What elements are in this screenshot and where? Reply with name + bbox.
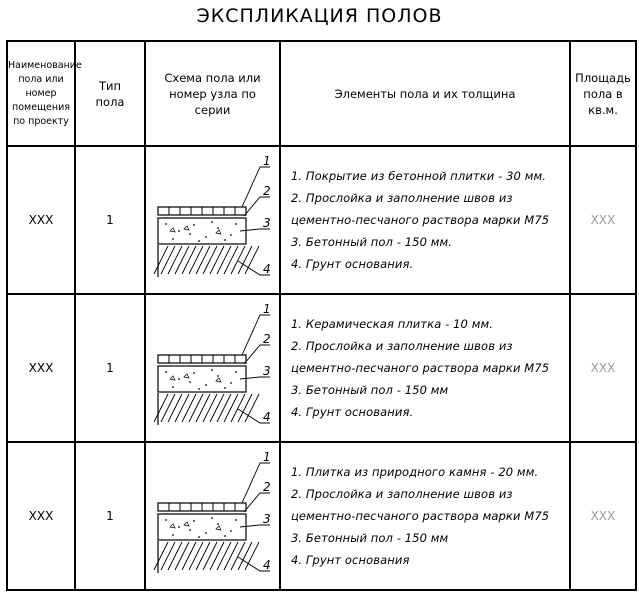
cell-type: 1 bbox=[75, 442, 145, 590]
layer-number: 3 bbox=[263, 512, 271, 526]
layer-number: 4 bbox=[263, 410, 271, 424]
cell-area: XXX bbox=[570, 442, 636, 590]
soil-hatch bbox=[168, 542, 182, 570]
aggregate-stone bbox=[170, 228, 175, 232]
header-scheme-line: серии bbox=[194, 102, 231, 117]
soil-hatch bbox=[231, 394, 245, 422]
aggregate-dot bbox=[230, 234, 232, 236]
aggregate-dot bbox=[198, 388, 200, 390]
cell-room: XXX bbox=[7, 146, 75, 294]
element-line: 3. Бетонный пол - 150 мм. bbox=[291, 235, 453, 249]
aggregate-dot bbox=[172, 386, 174, 388]
cell-room: XXX bbox=[7, 294, 75, 442]
element-line: 2. Прослойка и заполнение швов из bbox=[291, 339, 513, 353]
soil-hatch bbox=[224, 394, 238, 422]
cell-elements bbox=[280, 146, 570, 294]
header-scheme bbox=[145, 41, 280, 146]
layer-number: 1 bbox=[263, 302, 271, 316]
soil-hatch bbox=[210, 542, 224, 570]
floor-section-diagram bbox=[146, 297, 277, 439]
soil-hatch bbox=[196, 394, 210, 422]
page-title: ЭКСПЛИКАЦИЯ ПОЛОВ bbox=[196, 5, 443, 27]
aggregate-dot bbox=[217, 227, 219, 229]
aggregate-stone bbox=[184, 226, 189, 230]
soil-hatch bbox=[203, 246, 217, 274]
aggregate-stone bbox=[216, 230, 221, 234]
aggregate-dot bbox=[235, 519, 237, 521]
soil-hatch bbox=[196, 542, 210, 570]
floor-section-diagram bbox=[146, 149, 277, 291]
aggregate-dot bbox=[230, 530, 232, 532]
soil-hatch bbox=[161, 542, 175, 570]
aggregate-dot bbox=[193, 372, 195, 374]
aggregate-dot bbox=[224, 535, 226, 537]
aggregate-dot bbox=[217, 523, 219, 525]
element-line: цементно-песчаного раствора марки М75 bbox=[291, 361, 550, 375]
soil-hatch bbox=[217, 246, 231, 274]
element-line: 4. Грунт основания. bbox=[291, 405, 414, 419]
soil-hatch bbox=[238, 394, 252, 422]
soil-hatch bbox=[217, 394, 231, 422]
soil-hatch bbox=[154, 542, 168, 570]
aggregate-dot bbox=[178, 526, 180, 528]
soil-hatch bbox=[238, 542, 252, 570]
element-line: 1. Плитка из природного камня - 20 мм. bbox=[291, 465, 539, 479]
header-elements: Элементы пола и их толщина bbox=[280, 41, 570, 146]
aggregate-dot bbox=[189, 381, 191, 383]
aggregate-dot bbox=[198, 536, 200, 538]
header-area-line: кв.м. bbox=[588, 102, 618, 117]
aggregate-dot bbox=[211, 369, 213, 371]
leader-line bbox=[244, 197, 270, 216]
soil-hatch bbox=[168, 394, 182, 422]
aggregate-dot bbox=[235, 223, 237, 225]
cell-area: XXX bbox=[570, 294, 636, 442]
header-scheme-line: номер узла по bbox=[169, 86, 256, 101]
aggregate-dot bbox=[211, 517, 213, 519]
layer-number: 3 bbox=[263, 216, 271, 230]
soil-hatch bbox=[182, 394, 196, 422]
cell-room: XXX bbox=[7, 442, 75, 590]
aggregate-dot bbox=[205, 236, 207, 238]
aggregate-dot bbox=[230, 382, 232, 384]
header-room bbox=[7, 41, 82, 146]
header-area bbox=[570, 41, 636, 146]
element-line: 3. Бетонный пол - 150 мм bbox=[291, 383, 449, 397]
floor-explication-table bbox=[6, 40, 637, 591]
cell-elements bbox=[280, 442, 570, 590]
soil-hatch bbox=[196, 246, 210, 274]
cell-elements bbox=[280, 294, 570, 442]
soil-hatch bbox=[231, 246, 245, 274]
soil-hatch bbox=[210, 394, 224, 422]
soil-hatch bbox=[154, 394, 168, 422]
aggregate-dot bbox=[217, 375, 219, 377]
aggregate-dot bbox=[165, 371, 167, 373]
soil-hatch bbox=[203, 394, 217, 422]
soil-hatch bbox=[189, 246, 203, 274]
table-row bbox=[7, 294, 636, 442]
soil-hatch bbox=[161, 394, 175, 422]
header-room-line: по проекту bbox=[13, 115, 69, 127]
layer-number: 2 bbox=[263, 184, 271, 198]
soil-hatch bbox=[168, 246, 182, 274]
cell-area: XXX bbox=[570, 146, 636, 294]
aggregate-stone bbox=[184, 374, 189, 378]
header-row bbox=[7, 41, 636, 146]
aggregate-dot bbox=[165, 223, 167, 225]
soil-hatch bbox=[154, 246, 168, 274]
aggregate-stone bbox=[216, 378, 221, 382]
aggregate-stone bbox=[216, 526, 221, 530]
aggregate-stone bbox=[184, 522, 189, 526]
cell-scheme bbox=[145, 442, 280, 590]
aggregate-dot bbox=[198, 240, 200, 242]
header-type-line: пола bbox=[95, 94, 125, 109]
layer-number: 4 bbox=[263, 558, 271, 572]
element-line: 2. Прослойка и заполнение швов из bbox=[291, 191, 513, 205]
layer-number: 1 bbox=[263, 154, 271, 168]
cell-scheme bbox=[145, 294, 280, 442]
leader-line bbox=[244, 493, 270, 512]
header-scheme-line: Схема пола или bbox=[164, 70, 261, 85]
aggregate-dot bbox=[189, 529, 191, 531]
soil-hatch bbox=[175, 246, 189, 274]
soil-hatch bbox=[189, 394, 203, 422]
layer-number: 1 bbox=[263, 450, 271, 464]
aggregate-dot bbox=[178, 230, 180, 232]
aggregate-stone bbox=[170, 376, 175, 380]
leader-line bbox=[244, 345, 270, 364]
element-line: цементно-песчаного раствора марки М75 bbox=[291, 509, 550, 523]
header-room-line: номер bbox=[25, 87, 57, 99]
soil-hatch bbox=[189, 542, 203, 570]
floor-section-diagram bbox=[146, 445, 277, 587]
soil-hatch bbox=[175, 394, 189, 422]
soil-hatch bbox=[161, 246, 175, 274]
table-row bbox=[7, 146, 636, 294]
soil-hatch bbox=[231, 542, 245, 570]
header-area-line: пола в bbox=[583, 86, 623, 101]
soil-hatch bbox=[182, 246, 196, 274]
header-room-line: пола или bbox=[18, 73, 64, 85]
aggregate-dot bbox=[193, 224, 195, 226]
aggregate-dot bbox=[205, 532, 207, 534]
aggregate-dot bbox=[178, 378, 180, 380]
table-row bbox=[7, 442, 636, 590]
element-line: 3. Бетонный пол - 150 мм bbox=[291, 531, 449, 545]
layer-number: 2 bbox=[263, 332, 271, 346]
soil-hatch bbox=[217, 542, 231, 570]
header-type-line: Тип bbox=[98, 78, 122, 93]
element-line: 2. Прослойка и заполнение швов из bbox=[291, 487, 513, 501]
header-type bbox=[75, 41, 145, 146]
aggregate-dot bbox=[165, 519, 167, 521]
header-room-line: Наименование bbox=[8, 59, 82, 71]
soil-hatch bbox=[210, 246, 224, 274]
element-line: 1. Керамическая плитка - 10 мм. bbox=[291, 317, 494, 331]
element-line: цементно-песчаного раствора марки М75 bbox=[291, 213, 550, 227]
layer-number: 2 bbox=[263, 480, 271, 494]
aggregate-dot bbox=[235, 371, 237, 373]
cell-type: 1 bbox=[75, 294, 145, 442]
soil-hatch bbox=[238, 246, 252, 274]
aggregate-dot bbox=[193, 520, 195, 522]
element-line: 4. Грунт основания. bbox=[291, 257, 414, 271]
soil-hatch bbox=[224, 542, 238, 570]
soil-hatch bbox=[203, 542, 217, 570]
aggregate-dot bbox=[189, 233, 191, 235]
element-line: 1. Покрытие из бетонной плитки - 30 мм. bbox=[291, 169, 547, 183]
element-line: 4. Грунт основания bbox=[291, 553, 410, 567]
soil-hatch bbox=[224, 246, 238, 274]
aggregate-dot bbox=[224, 239, 226, 241]
cell-scheme bbox=[145, 146, 280, 294]
aggregate-stone bbox=[170, 524, 175, 528]
header-room-line: помещения bbox=[12, 101, 70, 113]
aggregate-dot bbox=[172, 238, 174, 240]
header-area-line: Площадь bbox=[575, 70, 631, 85]
soil-hatch bbox=[182, 542, 196, 570]
layer-number: 4 bbox=[263, 262, 271, 276]
aggregate-dot bbox=[211, 221, 213, 223]
aggregate-dot bbox=[224, 387, 226, 389]
aggregate-dot bbox=[205, 384, 207, 386]
layer-number: 3 bbox=[263, 364, 271, 378]
soil-hatch bbox=[175, 542, 189, 570]
cell-type: 1 bbox=[75, 146, 145, 294]
aggregate-dot bbox=[172, 534, 174, 536]
